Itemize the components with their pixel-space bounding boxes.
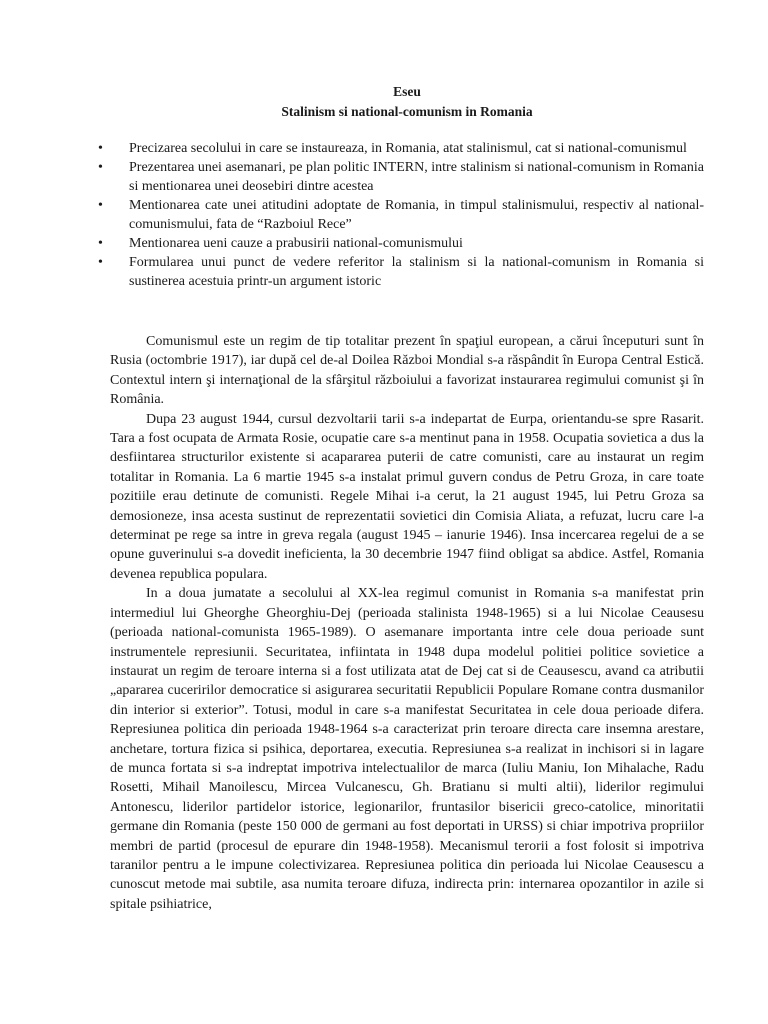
document-subheading: Stalinism si national-comunism in Romania (281, 104, 533, 119)
bullet-icon: • (98, 160, 103, 175)
requirement-item (98, 139, 704, 158)
bullet-icon: • (98, 198, 103, 213)
document-page (98, 82, 704, 914)
requirement-item (98, 234, 704, 253)
essay-paragraph: Comunismul este un regim de tip totalitar prezent în spaţiul european, a cărui începuturi sunt în Rusia (octombrie 1917), iar după cel de-al Doilea Război Mondial s-a răspândit în Europa Central Estică. Contextul intern şi internaţional de la sfârşitul războiului a favorizat instaurarea regimului comunist şi în România. (110, 334, 704, 408)
document-heading: Eseu (393, 84, 421, 99)
essay-body (110, 332, 704, 914)
essay-paragraph: In a doua jumatate a secolului al XX-lea regimul comunist in Romania s-a manifestat prin intermediul lui Gheorghe Gheorghiu-Dej (perioada stalinista 1948-1965) si a lui Nicolae Ceausesu (perioada national-comunista 1965-1989). O asemanare importanta intre cele doua perioade sunt instrumentele represiunii. Securitatea, infiintata in 1948 dupa modelul politiei politice sovietice a instaurat un regim de teroare interna si a fost utilizata atat de Dej cat si de Ceausescu, avand ca atributii „apararea cuceririlor democratice si asigurarea securitatii Republicii Populare Romane contra dusmanilor din interior si exterior”. Totusi, modul in care s-a manifestat Securitatea in cele doua perioade difera. Represiunea politica din perioada 1948-1964 s-a caracterizat prin teroare directa care insemna arestare, anchetare, tortura fizica si psihica, deportarea, executia. Represiunea s-a realizat in inchisori si in lagare de munca fortata si s-a indreptat impotriva intelectualilor de marca (Iuliu Maniu, Ion Mihalache, Radu Rosetti, Mihail Manoilescu, Mircea Vulcanescu, Gh. Bratianu si multi altii), liderilor regimului Antonescu, liderilor partidelor istorice, legionarilor, fruntasilor bisericii greco-catolice, minoritatii germane din Romania (peste 150 000 de germani au fost deportati in URSS) si chiar impotriva propriilor membri de partid (procesul de epurare din 1948-1958). Mecanismul terorii a fost folosit si impotriva taranilor pentru a le impune colectivizarea. Represiunea politica din perioada lui Nicolae Ceausescu a cunoscut metode mai subtile, asa numita teroare difuza, indirecta prin: internarea opozantilor in azile si spitale psihiatrice, (110, 586, 704, 912)
requirement-item (98, 196, 704, 234)
requirement-text: Mentionarea cate unei atitudini adoptate de Romania, in timpul stalinismului, respectiv al national-comunismului, fata de “Razboiul Rece” (129, 198, 704, 232)
bullet-icon: • (98, 141, 103, 156)
requirement-item (98, 253, 704, 291)
bullet-icon: • (98, 255, 103, 270)
requirement-text: Prezentarea unei asemanari, pe plan politic INTERN, intre stalinism si national-comunism in Romania si mentionarea unei deosebiri dintre acestea (129, 160, 704, 194)
essay-paragraph: Dupa 23 august 1944, cursul dezvoltarii tarii s-a indepartat de Eurpa, orientandu-se spre Rasarit. Tara a fost ocupata de Armata Rosie, ocupatie care s-a mentinut pana in 1958. Ocupatia sovietica a dus la desfiintarea structurilor existente si acapararea puterii de catre comunisti, care au instaurat un regim totalitar in Romania. La 6 martie 1945 s-a instalat primul guvern condus de Petru Groza, in care toate pozitiile erau detinute de comunisti. Regele Mihai i-a cerut, la 21 august 1945, lui Petru Groza sa demosioneze, insa acesta sustinut de reprezentatii sovietici din Comisia Aliata, a refuzat, lucru care l-a determinat pe rege sa intre in greva regala (august 1945 – ianurie 1946). Insa incercarea regelui de a se opune guverinului s-a dovedit ineficienta, la 30 decembrie 1947 fiind obligat sa abdice. Astfel, Romania devenea republica populara. (110, 411, 704, 582)
requirement-text: Precizarea secolului in care se instaureaza, in Romania, atat stalinismul, cat si national-comunismul (129, 141, 687, 156)
title-block (110, 82, 704, 122)
requirement-text: Formularea unui punct de vedere referitor la stalinism si la national-comunism in Romania si sustinerea acestuia printr-un argument istoric (129, 255, 704, 289)
requirement-item (98, 158, 704, 196)
requirement-text: Mentionarea ueni cauze a prabusirii national-comunismului (129, 236, 463, 251)
requirements-list (98, 139, 704, 291)
bullet-icon: • (98, 236, 103, 251)
